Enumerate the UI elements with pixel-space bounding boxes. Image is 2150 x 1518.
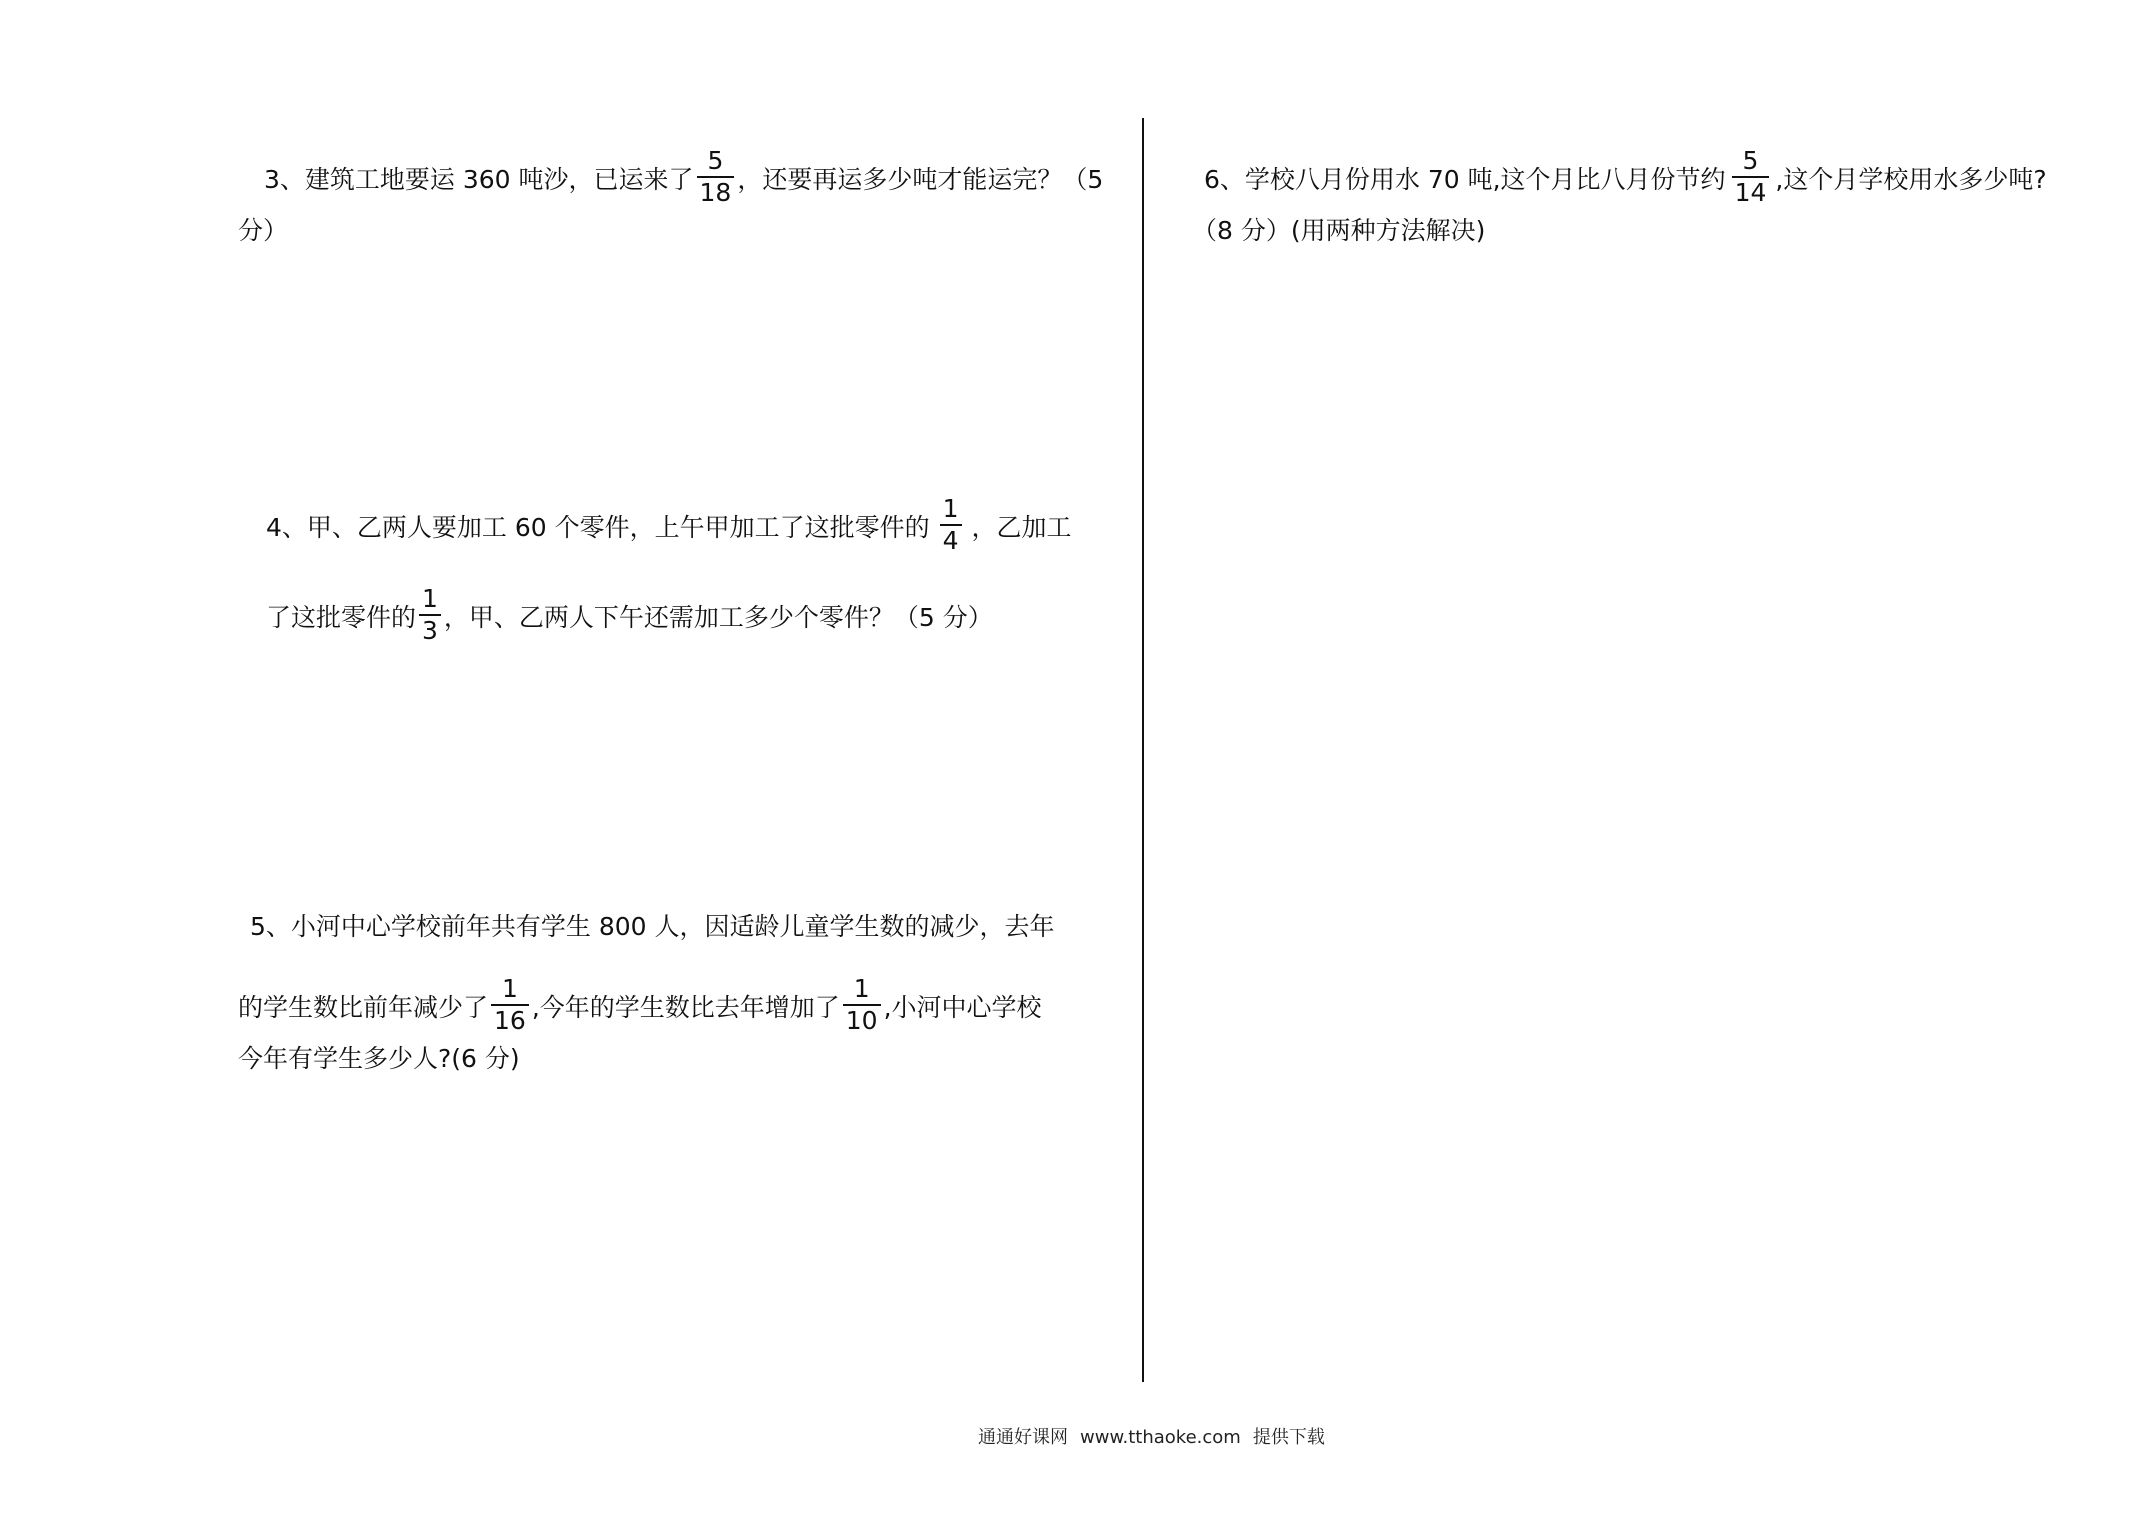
footer-site-name: 通通好课网	[978, 1427, 1068, 1448]
question-3-line-2	[238, 214, 288, 248]
fraction-denominator: 3	[422, 616, 438, 645]
question-4-text-d: ，甲、乙两人下午还需加工多少个零件？（5 分）	[443, 603, 993, 632]
fraction-5-18	[697, 146, 735, 208]
fraction-denominator: 18	[699, 178, 732, 207]
question-5-line-3	[238, 1042, 520, 1076]
question-4-text-b: ，乙加工	[971, 513, 1072, 542]
question-6-text-a: 6、学校八月份用水 70 吨,这个月比八月份节约	[1204, 165, 1726, 194]
fraction-1-10	[843, 974, 881, 1036]
question-5-text-b: 的学生数比前年减少了	[238, 993, 489, 1022]
question-5-text-e: 今年有学生多少人?(6 分)	[238, 1044, 520, 1073]
question-5-line-2	[238, 974, 1042, 1035]
question-3-text-a: 3、建筑工地要运 360 吨沙，已运来了	[264, 165, 694, 194]
page-footer	[978, 1425, 1325, 1451]
question-3-line-1	[264, 146, 1104, 207]
footer-url[interactable]: www.tthaoke.com	[1080, 1427, 1241, 1448]
fraction-denominator: 14	[1734, 178, 1767, 207]
question-4-text-a: 4、甲、乙两人要加工 60 个零件，上午甲加工了这批零件的	[266, 513, 930, 542]
fraction-numerator: 1	[940, 494, 962, 526]
fraction-1-16	[491, 974, 529, 1036]
fraction-numerator: 5	[1732, 146, 1770, 178]
fraction-denominator: 10	[845, 1006, 878, 1035]
question-6-line-1	[1204, 146, 2047, 207]
question-4-line-1	[266, 494, 1072, 555]
question-6-line-2	[1192, 214, 1485, 248]
fraction-denominator: 4	[942, 526, 959, 555]
question-4-line-2	[266, 584, 993, 645]
column-divider	[1142, 118, 1144, 1382]
footer-suffix: 提供下载	[1252, 1427, 1325, 1448]
question-5-text-c: ,今年的学生数比去年增加了	[531, 993, 840, 1022]
fraction-denominator: 16	[494, 1006, 526, 1035]
fraction-1-4	[940, 494, 962, 556]
question-3-text-b: ，还要再运多少吨才能运完？（5	[737, 165, 1104, 194]
question-6-text-c: （8 分）(用两种方法解决)	[1192, 216, 1486, 245]
question-5-text-a: 5、小河中心学校前年共有学生 800 人，因适龄儿童学生数的减少，去年	[250, 912, 1055, 941]
fraction-numerator: 1	[419, 584, 441, 616]
question-5-text-d: ,小河中心学校	[883, 993, 1042, 1022]
question-5-line-1	[250, 910, 1055, 944]
fraction-1-3	[419, 584, 441, 646]
question-4-text-c: 了这批零件的	[266, 603, 417, 632]
fraction-numerator: 1	[843, 974, 881, 1006]
question-6-text-b: ,这个月学校用水多少吨?	[1775, 165, 2047, 194]
fraction-numerator: 5	[697, 146, 735, 178]
fraction-5-14	[1732, 146, 1770, 208]
question-3-text-c: 分）	[238, 216, 289, 245]
fraction-numerator: 1	[491, 974, 529, 1006]
